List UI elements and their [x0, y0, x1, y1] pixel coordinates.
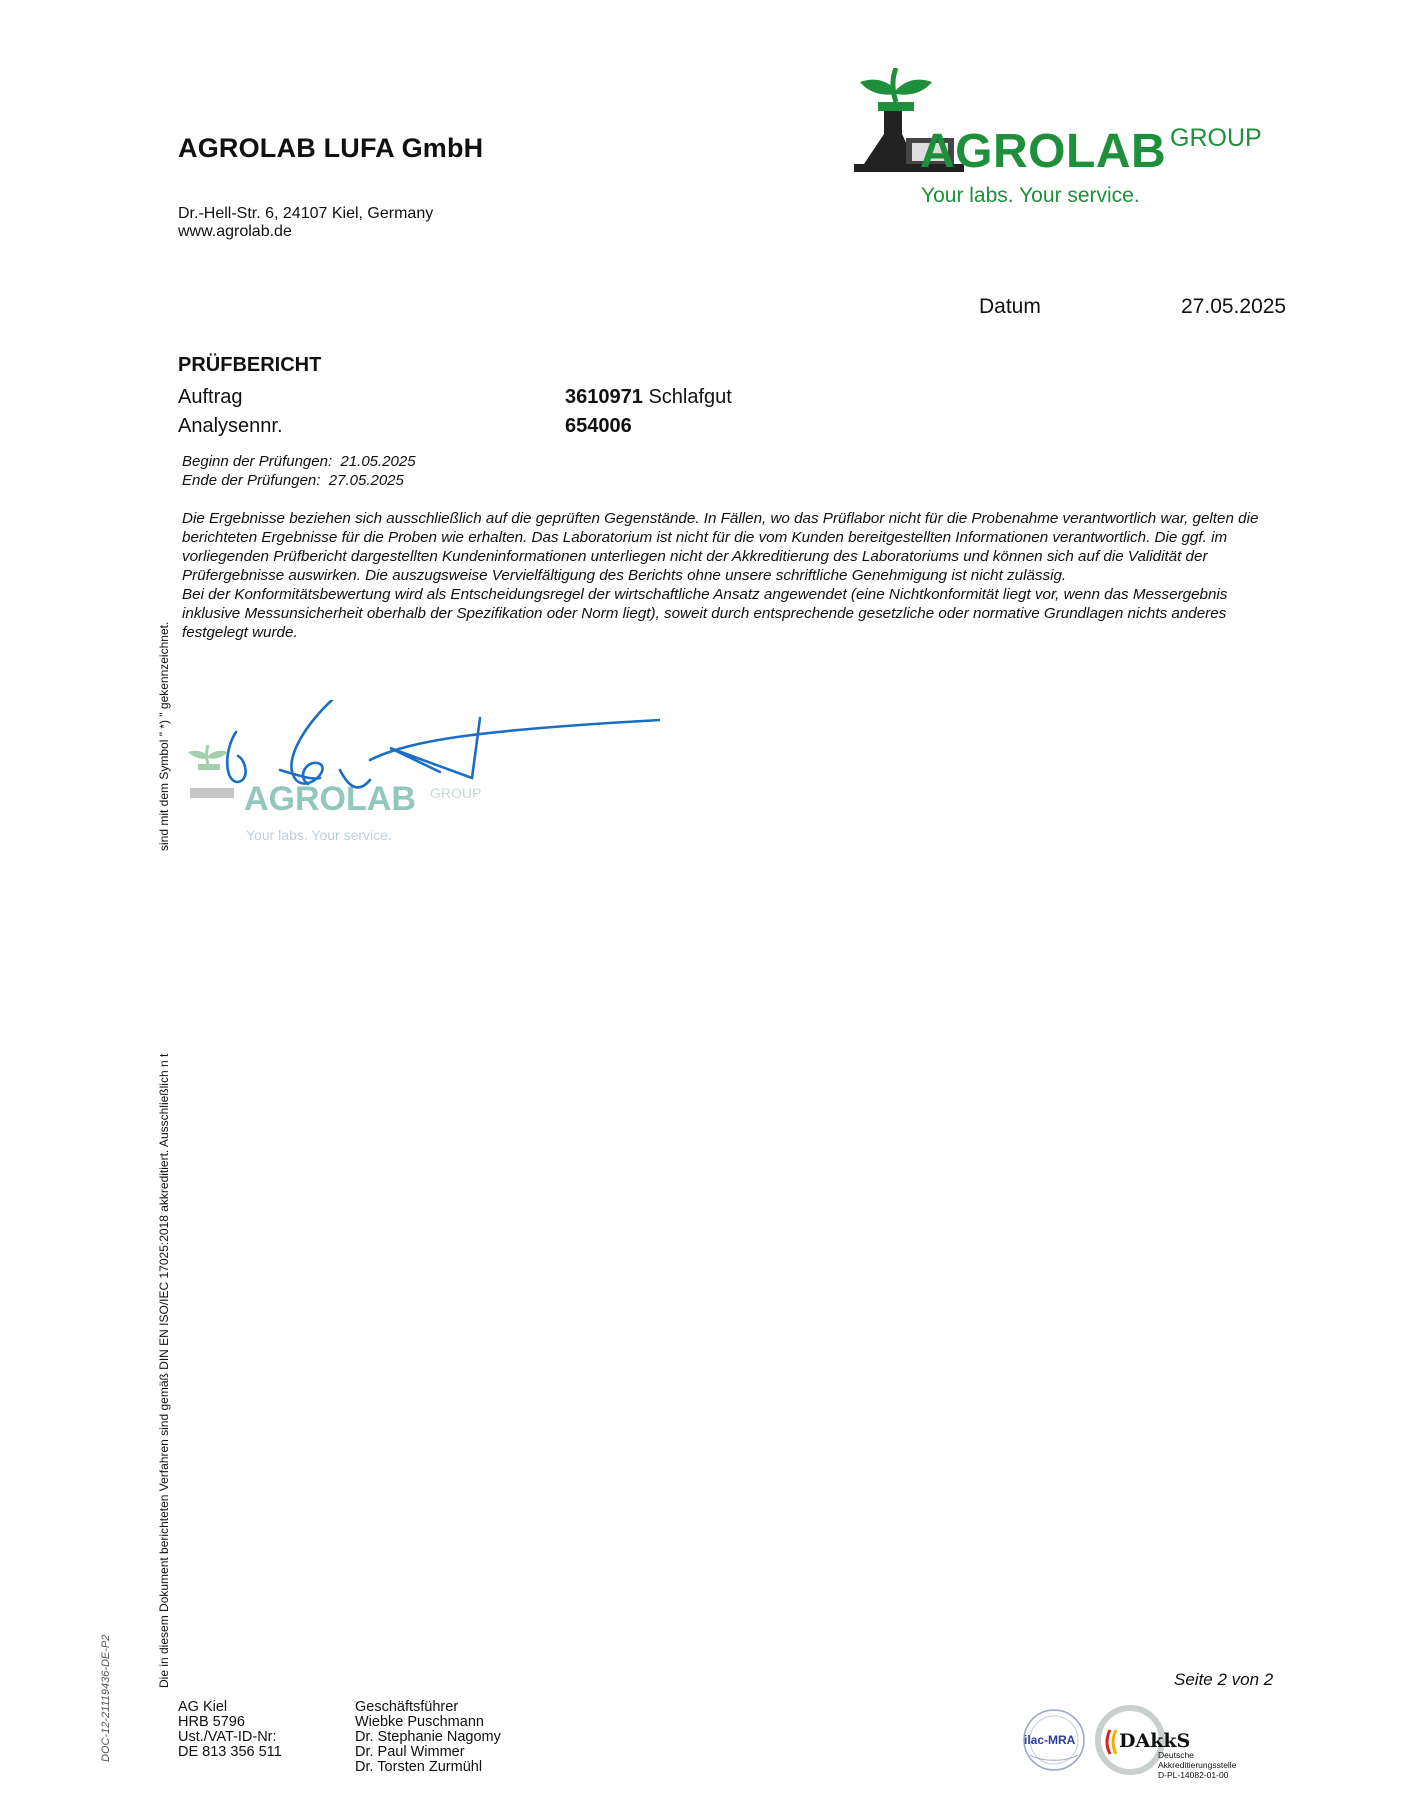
management-line: Wiebke Puschmann: [355, 1714, 484, 1730]
registry-line: HRB 5796: [178, 1714, 245, 1730]
analysis-label: Analysennr.: [178, 415, 283, 437]
dakks-subtitle: [1158, 1750, 1236, 1780]
dakks-sub-line: D-PL-14082-01-00: [1158, 1770, 1229, 1780]
address-website: www.agrolab.de: [178, 223, 292, 240]
dakks-sub-line: Deutsche: [1158, 1750, 1194, 1760]
svg-text:GROUP: GROUP: [430, 785, 482, 801]
order-value: [565, 386, 732, 409]
management-line: Dr. Paul Wimmer: [355, 1744, 465, 1760]
logo-group-label: GROUP: [1170, 124, 1262, 152]
registry-line: AG Kiel: [178, 1699, 228, 1715]
date-label: Datum: [979, 295, 1041, 318]
ilac-mra-label: ilac-MRA: [1024, 1733, 1076, 1747]
management-line: Dr. Stephanie Nagomy: [355, 1729, 501, 1745]
test-begin-label: Beginn der Prüfungen:: [182, 453, 333, 470]
logo-tagline: Your labs. Your service.: [921, 184, 1140, 207]
test-dates: [182, 452, 416, 490]
dakks-label: DAkkS: [1119, 1730, 1191, 1752]
test-end-label: Ende der Prüfungen:: [182, 472, 321, 489]
registry-line: DE 813 356 511: [178, 1744, 282, 1760]
analysis-value: [565, 415, 632, 438]
analysis-number: 654006: [565, 415, 632, 437]
address-street: Dr.-Hell-Str. 6, 24107 Kiel, Germany: [178, 205, 434, 222]
signature-stamp-image: [180, 700, 660, 850]
accreditation-side-note-lower: Die in diesem Dokument berichteten Verfahren sind gemäß DIN EN ISO/IEC 17025:2018 akkreditiert. Ausschließlich n t: [157, 1053, 171, 1688]
svg-text:AGROLAB: AGROLAB: [244, 780, 416, 818]
accreditation-side-note-upper: sind mit dem Symbol " *) " gekennzeichnet.: [157, 621, 171, 851]
svg-text:Your labs. Your service.: Your labs. Your service.: [246, 827, 392, 843]
document-id: DOC-12-21119436-DE-P2: [100, 1634, 112, 1762]
order-text: Schlafgut: [648, 386, 732, 408]
management-line: Geschäftsführer: [355, 1699, 459, 1715]
management-line: Dr. Torsten Zurmühl: [355, 1759, 483, 1775]
test-begin-date: 21.05.2025: [340, 453, 416, 470]
page-number: Seite 2 von 2: [1174, 1670, 1274, 1689]
order-label: Auftrag: [178, 386, 243, 408]
footer-management: [355, 1700, 501, 1775]
disclaimer-paragraph-2: Bei der Konformitätsbewertung wird als Entscheidungsregel der wirtschaftliche Ansatz angewendet (eine Nichtkonformität liegt vor, wenn das Messergebnis inklusive Messunsicherheit oberhalb der Spezifikation oder Norm liegt), soweit durch entsprechende gesetzliche oder normative Grundlagen nichts anderes festgelegt wurde.: [182, 586, 1228, 641]
report-title: PRÜFBERICHT: [178, 354, 322, 376]
company-address: [178, 205, 433, 241]
dakks-sub-line: Akkreditierungsstelle: [1158, 1760, 1237, 1770]
date-value: 27.05.2025: [1181, 295, 1287, 318]
order-number: 3610971: [565, 386, 643, 408]
disclaimer-text: [182, 509, 1262, 642]
test-end-date: 27.05.2025: [328, 472, 404, 489]
test-begin: [182, 452, 416, 471]
disclaimer-paragraph-1: Die Ergebnisse beziehen sich ausschließlich auf die geprüften Gegenstände. In Fällen, wo das Prüflabor nicht für die Probenahme verantwortlich war, gelten die berichteten Ergebnisse für die Proben wie erhalten. Das Laboratorium ist nicht für die vom Kunden bereitgestellten Informationen verantwortlich. Die ggf. im vorliegenden Prüfbericht dargestellten Kundeninformationen unterliegen nicht der Akkreditierung des Laboratoriums und können sich auf die Validität der Prüfergebnisse auswirken. Die auszugsweise Vervielfältigung des Berichts ohne unsere schriftliche Genehmigung ist nicht zulässig.: [182, 510, 1259, 584]
footer-registry: [178, 1700, 282, 1760]
company-name: AGROLAB LUFA GmbH: [178, 133, 484, 163]
logo-wordmark: AGROLAB: [920, 125, 1167, 178]
test-end: [182, 471, 416, 490]
registry-line: Ust./VAT-ID-Nr:: [178, 1729, 277, 1745]
